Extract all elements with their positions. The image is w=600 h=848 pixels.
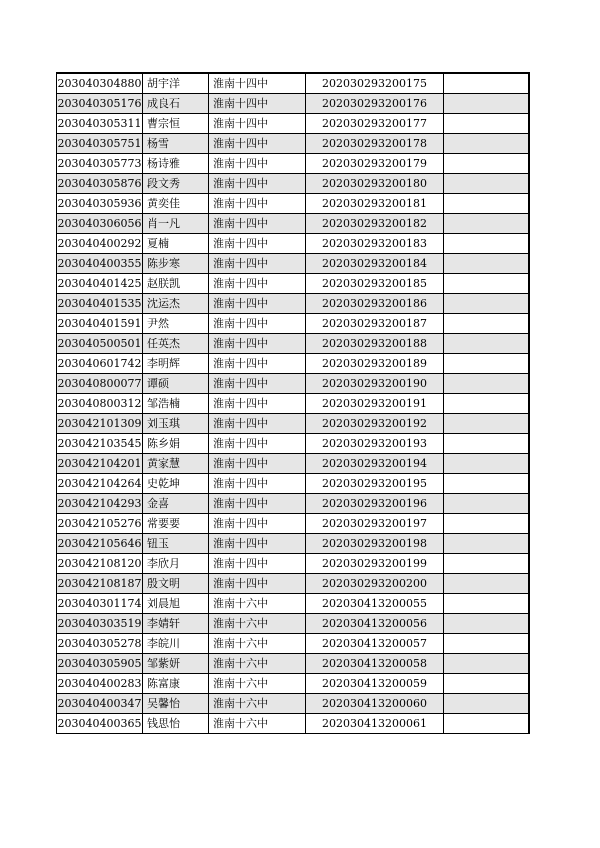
student-id-cell: 203040304880 — [57, 73, 143, 94]
student-name-cell: 邹紫妍 — [143, 654, 209, 674]
table-row — [57, 194, 530, 214]
student-name-cell: 夏楠 — [143, 234, 209, 254]
student-name-cell: 陈富康 — [143, 674, 209, 694]
certificate-number-cell: 202030293200194 — [306, 454, 444, 474]
table-row — [57, 114, 530, 134]
notes-cell — [444, 634, 530, 654]
table-row — [57, 134, 530, 154]
student-name-cell: 李皖川 — [143, 634, 209, 654]
table-row — [57, 73, 530, 94]
school-cell: 淮南十六中 — [209, 694, 306, 714]
student-id-cell: 203040305936 — [57, 194, 143, 214]
school-cell: 淮南十四中 — [209, 574, 306, 594]
table-row — [57, 634, 530, 654]
table-row — [57, 614, 530, 634]
notes-cell — [444, 414, 530, 434]
notes-cell — [444, 694, 530, 714]
notes-cell — [444, 594, 530, 614]
student-name-cell: 常要要 — [143, 514, 209, 534]
student-id-cell: 203040305773 — [57, 154, 143, 174]
table-row — [57, 174, 530, 194]
student-id-cell: 203040305311 — [57, 114, 143, 134]
table-body — [57, 73, 530, 734]
table-row — [57, 374, 530, 394]
student-id-cell: 203042104264 — [57, 474, 143, 494]
student-name-cell: 刘晨旭 — [143, 594, 209, 614]
school-cell: 淮南十六中 — [209, 614, 306, 634]
school-cell: 淮南十四中 — [209, 134, 306, 154]
table-row — [57, 554, 530, 574]
notes-cell — [444, 674, 530, 694]
notes-cell — [444, 234, 530, 254]
certificate-number-cell: 202030293200180 — [306, 174, 444, 194]
notes-cell — [444, 354, 530, 374]
school-cell: 淮南十四中 — [209, 294, 306, 314]
student-name-cell: 吴馨怡 — [143, 694, 209, 714]
notes-cell — [444, 554, 530, 574]
student-id-cell: 203042104201 — [57, 454, 143, 474]
student-name-cell: 段文秀 — [143, 174, 209, 194]
certificate-number-cell: 202030293200176 — [306, 94, 444, 114]
notes-cell — [444, 374, 530, 394]
table-row — [57, 474, 530, 494]
table-row — [57, 714, 530, 734]
notes-cell — [444, 334, 530, 354]
certificate-number-cell: 202030413200060 — [306, 694, 444, 714]
certificate-number-cell: 202030413200059 — [306, 674, 444, 694]
student-id-cell: 203040401535 — [57, 294, 143, 314]
student-name-cell: 尹然 — [143, 314, 209, 334]
student-name-cell: 钮玉 — [143, 534, 209, 554]
certificate-number-cell: 202030293200195 — [306, 474, 444, 494]
school-cell: 淮南十六中 — [209, 634, 306, 654]
certificate-number-cell: 202030413200061 — [306, 714, 444, 734]
student-name-cell: 刘玉琪 — [143, 414, 209, 434]
school-cell: 淮南十四中 — [209, 154, 306, 174]
student-name-cell: 肖一凡 — [143, 214, 209, 234]
table-row — [57, 214, 530, 234]
notes-cell — [444, 274, 530, 294]
student-name-cell: 胡宇洋 — [143, 73, 209, 94]
certificate-number-cell: 202030293200183 — [306, 234, 444, 254]
school-cell: 淮南十六中 — [209, 714, 306, 734]
notes-cell — [444, 294, 530, 314]
table-row — [57, 674, 530, 694]
certificate-number-cell: 202030293200185 — [306, 274, 444, 294]
certificate-number-cell: 202030293200188 — [306, 334, 444, 354]
notes-cell — [444, 154, 530, 174]
student-id-cell: 203042103545 — [57, 434, 143, 454]
school-cell: 淮南十四中 — [209, 73, 306, 94]
student-name-cell: 曹宗恒 — [143, 114, 209, 134]
certificate-number-cell: 202030293200199 — [306, 554, 444, 574]
school-cell: 淮南十四中 — [209, 354, 306, 374]
table-row — [57, 534, 530, 554]
student-id-cell: 203040601742 — [57, 354, 143, 374]
certificate-number-cell: 202030293200177 — [306, 114, 444, 134]
certificate-number-cell: 202030293200187 — [306, 314, 444, 334]
student-id-cell: 203040401591 — [57, 314, 143, 334]
notes-cell — [444, 254, 530, 274]
student-name-cell: 李明辉 — [143, 354, 209, 374]
table-row — [57, 694, 530, 714]
notes-cell — [444, 514, 530, 534]
student-name-cell: 谭硕 — [143, 374, 209, 394]
notes-cell — [444, 314, 530, 334]
student-name-cell: 沈运杰 — [143, 294, 209, 314]
school-cell: 淮南十四中 — [209, 234, 306, 254]
table-row — [57, 414, 530, 434]
student-name-cell: 陈乡娟 — [143, 434, 209, 454]
school-cell: 淮南十四中 — [209, 174, 306, 194]
table-row — [57, 574, 530, 594]
student-id-cell: 203040305176 — [57, 94, 143, 114]
school-cell: 淮南十六中 — [209, 654, 306, 674]
certificate-number-cell: 202030293200193 — [306, 434, 444, 454]
student-id-cell: 203042105646 — [57, 534, 143, 554]
certificate-number-cell: 202030293200191 — [306, 394, 444, 414]
table-row — [57, 314, 530, 334]
school-cell: 淮南十四中 — [209, 514, 306, 534]
student-id-cell: 203040400283 — [57, 674, 143, 694]
student-id-cell: 203040800312 — [57, 394, 143, 414]
student-id-cell: 203040301174 — [57, 594, 143, 614]
student-id-cell: 203040400292 — [57, 234, 143, 254]
notes-cell — [444, 174, 530, 194]
notes-cell — [444, 194, 530, 214]
notes-cell — [444, 574, 530, 594]
certificate-number-cell: 202030413200055 — [306, 594, 444, 614]
school-cell: 淮南十四中 — [209, 554, 306, 574]
student-name-cell: 杨雪 — [143, 134, 209, 154]
notes-cell — [444, 94, 530, 114]
student-id-cell: 203040400347 — [57, 694, 143, 714]
student-name-cell: 钱思怡 — [143, 714, 209, 734]
student-table — [56, 72, 530, 734]
student-name-cell: 邹浩楠 — [143, 394, 209, 414]
student-name-cell: 成良石 — [143, 94, 209, 114]
certificate-number-cell: 202030293200178 — [306, 134, 444, 154]
certificate-number-cell: 202030293200192 — [306, 414, 444, 434]
notes-cell — [444, 134, 530, 154]
certificate-number-cell: 202030293200175 — [306, 73, 444, 94]
notes-cell — [444, 394, 530, 414]
certificate-number-cell: 202030293200179 — [306, 154, 444, 174]
table-row — [57, 454, 530, 474]
school-cell: 淮南十四中 — [209, 254, 306, 274]
notes-cell — [444, 474, 530, 494]
student-id-cell: 203040305278 — [57, 634, 143, 654]
school-cell: 淮南十四中 — [209, 534, 306, 554]
table-row — [57, 234, 530, 254]
student-name-cell: 金喜 — [143, 494, 209, 514]
school-cell: 淮南十四中 — [209, 454, 306, 474]
certificate-number-cell: 202030293200181 — [306, 194, 444, 214]
student-id-cell: 203042101309 — [57, 414, 143, 434]
student-id-cell: 203040305876 — [57, 174, 143, 194]
notes-cell — [444, 214, 530, 234]
table-row — [57, 434, 530, 454]
certificate-number-cell: 202030293200196 — [306, 494, 444, 514]
certificate-number-cell: 202030293200184 — [306, 254, 444, 274]
student-id-cell: 203040800077 — [57, 374, 143, 394]
school-cell: 淮南十四中 — [209, 314, 306, 334]
table-row — [57, 654, 530, 674]
certificate-number-cell: 202030293200190 — [306, 374, 444, 394]
student-id-cell: 203040400365 — [57, 714, 143, 734]
table-row — [57, 354, 530, 374]
certificate-number-cell: 202030293200200 — [306, 574, 444, 594]
student-id-cell: 203040500501 — [57, 334, 143, 354]
student-id-cell: 203042108120 — [57, 554, 143, 574]
certificate-number-cell: 202030413200056 — [306, 614, 444, 634]
school-cell: 淮南十四中 — [209, 114, 306, 134]
school-cell: 淮南十四中 — [209, 374, 306, 394]
table-row — [57, 594, 530, 614]
school-cell: 淮南十四中 — [209, 474, 306, 494]
school-cell: 淮南十四中 — [209, 274, 306, 294]
notes-cell — [444, 714, 530, 734]
student-id-cell: 203042108187 — [57, 574, 143, 594]
notes-cell — [444, 73, 530, 94]
notes-cell — [444, 654, 530, 674]
student-name-cell: 任英杰 — [143, 334, 209, 354]
table-row — [57, 394, 530, 414]
student-name-cell: 李欣月 — [143, 554, 209, 574]
school-cell: 淮南十四中 — [209, 434, 306, 454]
school-cell: 淮南十四中 — [209, 214, 306, 234]
student-id-cell: 203040401425 — [57, 274, 143, 294]
student-id-cell: 203040305751 — [57, 134, 143, 154]
table-row — [57, 94, 530, 114]
notes-cell — [444, 114, 530, 134]
table-row — [57, 154, 530, 174]
school-cell: 淮南十四中 — [209, 334, 306, 354]
student-name-cell: 黄奕佳 — [143, 194, 209, 214]
school-cell: 淮南十四中 — [209, 494, 306, 514]
certificate-number-cell: 202030293200197 — [306, 514, 444, 534]
certificate-number-cell: 202030293200189 — [306, 354, 444, 374]
student-name-cell: 李婧轩 — [143, 614, 209, 634]
certificate-number-cell: 202030413200057 — [306, 634, 444, 654]
certificate-number-cell: 202030413200058 — [306, 654, 444, 674]
certificate-number-cell: 202030293200186 — [306, 294, 444, 314]
school-cell: 淮南十六中 — [209, 594, 306, 614]
student-name-cell: 赵朕凯 — [143, 274, 209, 294]
school-cell: 淮南十四中 — [209, 194, 306, 214]
student-id-cell: 203040305905 — [57, 654, 143, 674]
student-id-cell: 203040400355 — [57, 254, 143, 274]
notes-cell — [444, 454, 530, 474]
table-row — [57, 294, 530, 314]
notes-cell — [444, 494, 530, 514]
notes-cell — [444, 614, 530, 634]
table-row — [57, 494, 530, 514]
table-row — [57, 274, 530, 294]
certificate-number-cell: 202030293200182 — [306, 214, 444, 234]
school-cell: 淮南十四中 — [209, 414, 306, 434]
student-name-cell: 史乾坤 — [143, 474, 209, 494]
school-cell: 淮南十六中 — [209, 674, 306, 694]
table-row — [57, 334, 530, 354]
notes-cell — [444, 534, 530, 554]
student-name-cell: 杨诗雅 — [143, 154, 209, 174]
student-id-cell: 203042105276 — [57, 514, 143, 534]
student-id-cell: 203042104293 — [57, 494, 143, 514]
student-id-cell: 203040306056 — [57, 214, 143, 234]
student-name-cell: 黄家慧 — [143, 454, 209, 474]
student-name-cell: 殷文明 — [143, 574, 209, 594]
table-row — [57, 254, 530, 274]
school-cell: 淮南十四中 — [209, 394, 306, 414]
school-cell: 淮南十四中 — [209, 94, 306, 114]
table-row — [57, 514, 530, 534]
notes-cell — [444, 434, 530, 454]
certificate-number-cell: 202030293200198 — [306, 534, 444, 554]
student-id-cell: 203040303519 — [57, 614, 143, 634]
student-name-cell: 陈步寒 — [143, 254, 209, 274]
